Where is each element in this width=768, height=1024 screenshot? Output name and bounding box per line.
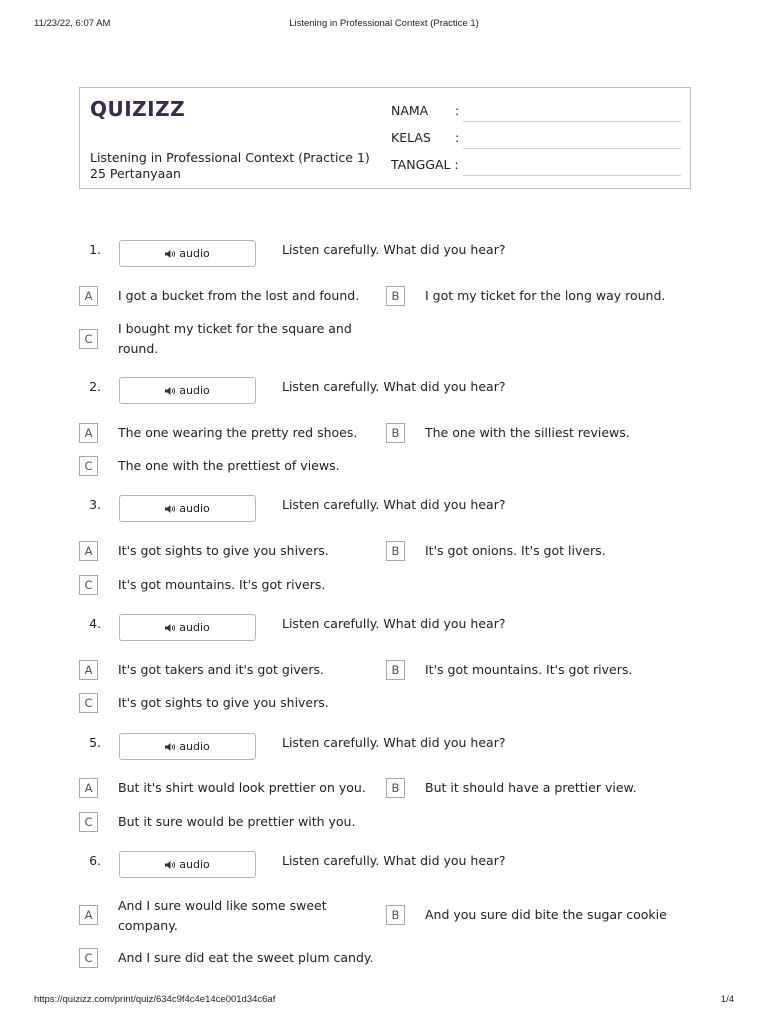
audio-label: audio [179, 502, 210, 515]
option-a-text: But it's shirt would look prettier on you. [118, 780, 366, 795]
audio-button[interactable] [119, 733, 256, 760]
option-c-text: It's got sights to give you shivers. [118, 695, 329, 710]
option-a-text: And I sure would like some sweet company. [118, 898, 327, 933]
option-b-box[interactable]: B [386, 660, 405, 680]
quiz-header-box [79, 87, 691, 189]
print-datetime: 11/23/22, 6:07 AM [34, 18, 111, 29]
speaker-icon [165, 504, 176, 514]
field-line-nama[interactable] [463, 121, 681, 122]
option-a-text: The one wearing the pretty red shoes. [118, 425, 358, 440]
option-b-text: I got my ticket for the long way round. [425, 288, 666, 303]
field-line-kelas[interactable] [463, 148, 681, 149]
audio-label: audio [179, 621, 210, 634]
field-colon-kelas: : [455, 130, 460, 145]
option-a-text: I got a bucket from the lost and found. [118, 288, 360, 303]
audio-button[interactable] [119, 377, 256, 404]
field-line-tanggal[interactable] [463, 175, 681, 176]
option-c-box[interactable]: C [79, 575, 98, 595]
audio-button[interactable] [119, 495, 256, 522]
print-header [34, 18, 734, 30]
question-number: 2. [89, 379, 101, 394]
question-text: Listen carefully. What did you hear? [282, 616, 506, 631]
audio-label: audio [179, 740, 210, 753]
field-colon-nama: : [455, 103, 460, 118]
option-a-box[interactable]: A [79, 286, 98, 306]
option-c-box[interactable]: C [79, 948, 98, 968]
audio-button[interactable] [119, 614, 256, 641]
option-c-box[interactable]: C [79, 693, 98, 713]
audio-label: audio [179, 247, 210, 260]
option-c-box[interactable]: C [79, 812, 98, 832]
page-number: 1/4 [720, 994, 734, 1005]
option-b-text: It's got onions. It's got livers. [425, 543, 606, 558]
option-c-text: But it sure would be prettier with you. [118, 814, 356, 829]
speaker-icon [165, 249, 176, 259]
option-a-box[interactable]: A [79, 660, 98, 680]
option-c-text: It's got mountains. It's got rivers. [118, 577, 326, 592]
print-title: Listening in Professional Context (Practice 1) [289, 18, 479, 29]
question-number: 1. [89, 242, 101, 257]
option-b-text: It's got mountains. It's got rivers. [425, 662, 633, 677]
option-c-text: I bought my ticket for the square and round. [118, 321, 352, 356]
question-number: 3. [89, 497, 101, 512]
quizizz-logo: QUIZIZZ [90, 97, 186, 121]
option-a-text: It's got sights to give you shivers. [118, 543, 329, 558]
audio-button[interactable] [119, 851, 256, 878]
question-text: Listen carefully. What did you hear? [282, 853, 506, 868]
question-count: 25 Pertanyaan [90, 166, 181, 181]
field-label-tanggal: TANGGAL : [391, 157, 459, 172]
option-b-box[interactable]: B [386, 423, 405, 443]
speaker-icon [165, 860, 176, 870]
option-c-box[interactable]: C [79, 456, 98, 476]
speaker-icon [165, 623, 176, 633]
option-a-text: It's got takers and it's got givers. [118, 662, 324, 677]
question-text: Listen carefully. What did you hear? [282, 379, 506, 394]
audio-button[interactable] [119, 240, 256, 267]
question-text: Listen carefully. What did you hear? [282, 242, 506, 257]
question-number: 5. [89, 735, 101, 750]
option-b-text: But it should have a prettier view. [425, 780, 637, 795]
question-text: Listen carefully. What did you hear? [282, 735, 506, 750]
option-a-box[interactable]: A [79, 423, 98, 443]
audio-label: audio [179, 858, 210, 871]
question-number: 6. [89, 853, 101, 868]
option-a-box[interactable]: A [79, 905, 98, 925]
quiz-title: Listening in Professional Context (Practice 1) [90, 150, 370, 165]
option-b-box[interactable]: B [386, 541, 405, 561]
print-url: https://quizizz.com/print/quiz/634c9f4c4e14ce001d34c6af [34, 994, 276, 1005]
option-c-text: And I sure did eat the sweet plum candy. [118, 950, 374, 965]
question-text: Listen carefully. What did you hear? [282, 497, 506, 512]
audio-label: audio [179, 384, 210, 397]
option-b-box[interactable]: B [386, 778, 405, 798]
speaker-icon [165, 386, 176, 396]
option-a-box[interactable]: A [79, 541, 98, 561]
option-c-box[interactable]: C [79, 329, 98, 349]
option-b-box[interactable]: B [386, 905, 405, 925]
field-label-nama: NAMA [391, 103, 429, 118]
field-label-kelas: KELAS [391, 130, 431, 145]
option-b-text: And you sure did bite the sugar cookie [425, 907, 667, 922]
print-footer [34, 994, 734, 1006]
option-a-box[interactable]: A [79, 778, 98, 798]
speaker-icon [165, 742, 176, 752]
option-c-text: The one with the prettiest of views. [118, 458, 340, 473]
option-b-text: The one with the silliest reviews. [425, 425, 630, 440]
option-b-box[interactable]: B [386, 286, 405, 306]
question-number: 4. [89, 616, 101, 631]
